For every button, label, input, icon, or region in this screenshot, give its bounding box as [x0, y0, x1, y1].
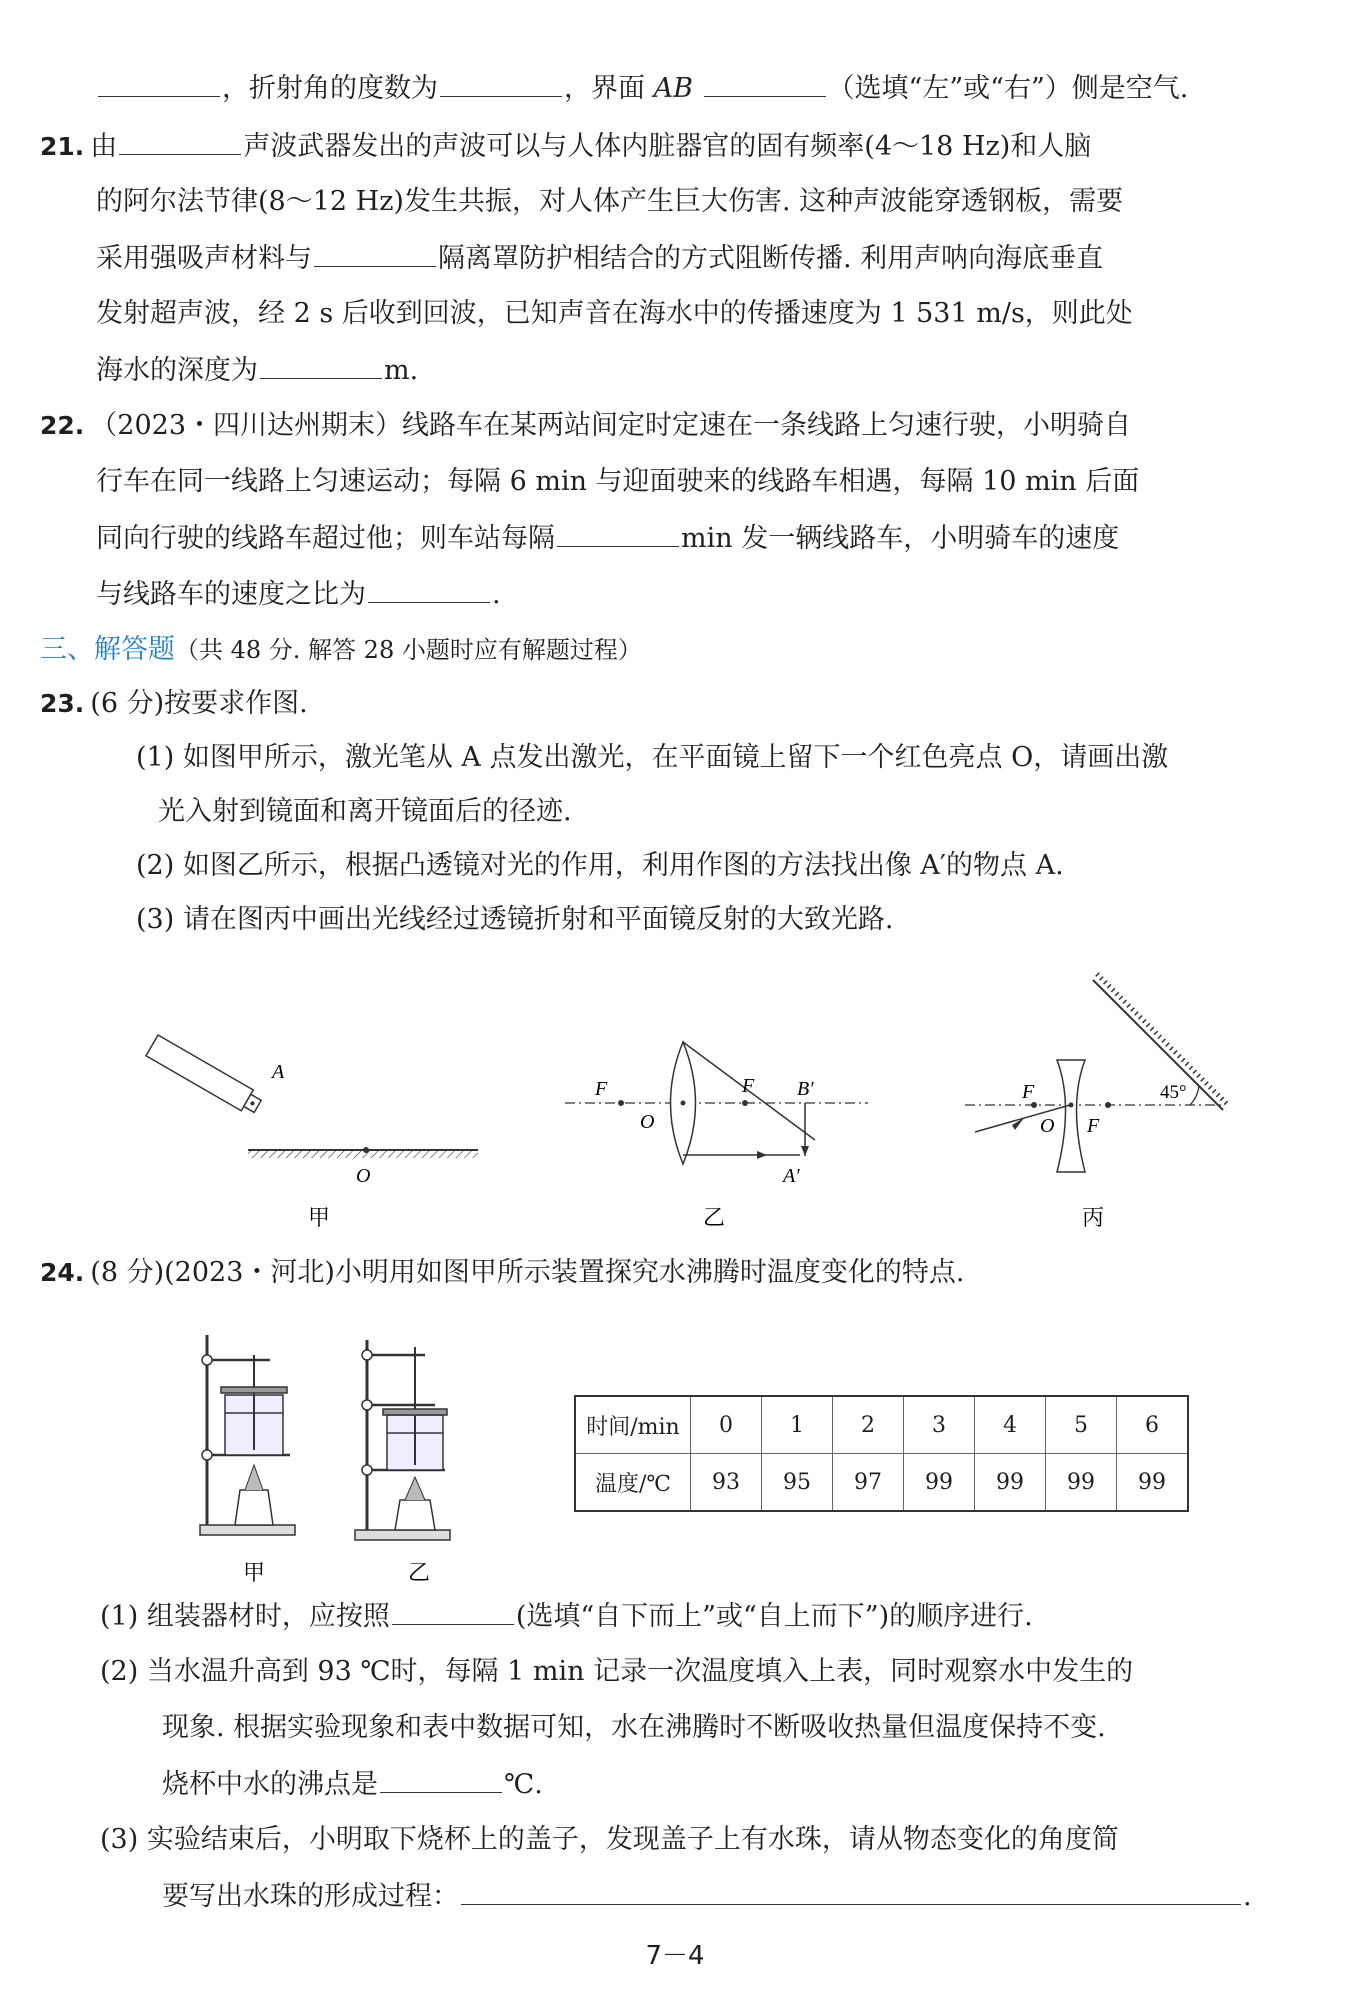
- table-cell: 95: [762, 1454, 833, 1512]
- line-q20-end: ，折射角的度数为 ，界面 AB （选填“左”或“右”）侧是空气.: [96, 70, 1188, 107]
- q24-part2b: 现象. 根据实验现象和表中数据可知，水在沸腾时不断吸收热量但温度保持不变.: [162, 1712, 1106, 1743]
- answer-blank[interactable]: [380, 1766, 502, 1793]
- temperature-table: [574, 1395, 1189, 1512]
- svg-text:甲: 甲: [243, 1560, 266, 1585]
- q23-part1a: (1) 如图甲所示，激光笔从 A 点发出激光，在平面镜上留下一个红色亮点 O，请画出激: [136, 742, 1169, 773]
- q21-line2: 的阿尔法节律(8～12 Hz)发生共振，对人体产生巨大伤害. 这种声波能穿透钢板，需要: [96, 186, 1124, 217]
- boiling-apparatus-figure: [185, 1325, 515, 1585]
- table-cell: 93: [691, 1454, 762, 1512]
- q21-line3: 采用强吸声材料与 隔离罩防护相结合的方式阻断传播. 利用声呐向海底垂直: [96, 240, 1103, 277]
- svg-text:F: F: [1022, 1081, 1035, 1103]
- q23-line: 23. (6 分)按要求作图.: [40, 688, 308, 719]
- svg-text:F: F: [1087, 1115, 1100, 1137]
- apparatus-yi: [355, 1340, 450, 1540]
- q22-line1: 22. （2023・四川达州期末）线路车在某两站间定时定速在一条线路上匀速行驶，小明骑自: [40, 410, 1132, 441]
- svg-text:45°: 45°: [1160, 1082, 1187, 1103]
- answer-blank[interactable]: [260, 352, 382, 379]
- table-header-temp: 温度/℃: [575, 1454, 691, 1512]
- apparatus-jia: [200, 1335, 295, 1535]
- answer-blank[interactable]: [461, 1878, 1241, 1905]
- svg-text:O: O: [1040, 1115, 1055, 1137]
- q21-line5: 海水的深度为 m.: [96, 352, 418, 389]
- q23-part1b: 光入射到镜面和离开镜面后的径迹.: [158, 796, 572, 827]
- q22-line3: 同向行驶的线路车超过他；则车站每隔 min 发一辆线路车，小明骑车的速度: [96, 520, 1119, 557]
- table-header-time: 时间/min: [575, 1396, 691, 1454]
- svg-text:A: A: [272, 1061, 285, 1083]
- table-cell: 99: [975, 1454, 1046, 1512]
- svg-text:F: F: [742, 1075, 755, 1097]
- table-row: [575, 1454, 1188, 1512]
- svg-text:A′: A′: [783, 1165, 800, 1187]
- table-cell: 5: [1046, 1396, 1117, 1454]
- figure-bing: [965, 974, 1229, 1230]
- table-cell: 1: [762, 1396, 833, 1454]
- q22-line2: 行车在同一线路上匀速运动；每隔 6 min 与迎面驶来的线路车相遇，每隔 10 min 后面: [96, 466, 1140, 497]
- answer-blank[interactable]: [98, 70, 220, 97]
- figure-yi: [565, 1042, 868, 1230]
- answer-blank[interactable]: [440, 70, 562, 97]
- q24-line: 24. (8 分)(2023・河北)小明用如图甲所示装置探究水沸腾时温度变化的特点.: [40, 1257, 965, 1288]
- q24-part2a: (2) 当水温升高到 93 ℃时，每隔 1 min 记录一次温度填入上表，同时观察水中发生的: [100, 1656, 1134, 1687]
- table-cell: 3: [904, 1396, 975, 1454]
- caption-jia: 甲: [308, 1205, 331, 1230]
- q23-part2: (2) 如图乙所示，根据凸透镜对光的作用，利用作图的方法找出像 A′的物点 A.: [136, 850, 1064, 881]
- svg-text:乙: 乙: [408, 1560, 431, 1585]
- caption-yi: 乙: [703, 1205, 726, 1230]
- answer-blank[interactable]: [704, 70, 826, 97]
- svg-text:O: O: [356, 1165, 371, 1187]
- q24-part2c: 烧杯中水的沸点是 ℃.: [162, 1766, 543, 1803]
- answer-blank[interactable]: [557, 520, 679, 547]
- table-cell: 2: [833, 1396, 904, 1454]
- answer-blank[interactable]: [368, 576, 490, 603]
- q24-part3a: (3) 实验结束后，小明取下烧杯上的盖子，发现盖子上有水珠，请从物态变化的角度简: [100, 1824, 1119, 1855]
- q21-line4: 发射超声波，经 2 s 后收到回波，已知声音在海水中的传播速度为 1 531 m/s，则此处: [96, 298, 1133, 329]
- answer-blank[interactable]: [392, 1598, 514, 1625]
- table-cell: 99: [1046, 1454, 1117, 1512]
- svg-text:O: O: [640, 1111, 655, 1133]
- section-3-heading: 三、解答题（共 48 分. 解答 28 小题时应有解题过程）: [40, 634, 642, 665]
- table-cell: 99: [904, 1454, 975, 1512]
- question-number: 23.: [40, 689, 85, 718]
- question-number: 22.: [40, 411, 85, 440]
- table-row: [575, 1396, 1188, 1454]
- table-cell: 99: [1117, 1454, 1189, 1512]
- svg-text:F: F: [595, 1078, 608, 1100]
- question-number: 24.: [40, 1258, 85, 1287]
- question-number: 21.: [40, 132, 85, 161]
- table-cell: 4: [975, 1396, 1046, 1454]
- q24-part3b: 要写出水珠的形成过程： .: [162, 1878, 1252, 1915]
- q21-line1: 21. 由 声波武器发出的声波可以与人体内脏器官的固有频率(4～18 Hz)和人脑: [40, 128, 1091, 165]
- q23-part3: (3) 请在图丙中画出光线经过透镜折射和平面镜反射的大致光路.: [136, 904, 894, 935]
- table-cell: 0: [691, 1396, 762, 1454]
- q24-part1: (1) 组装器材时，应按照 (选填“自下而上”或“自上而下”)的顺序进行.: [100, 1598, 1033, 1635]
- answer-blank[interactable]: [119, 128, 241, 155]
- answer-blank[interactable]: [314, 240, 436, 267]
- page-number: 7－4: [645, 1941, 705, 1971]
- svg-text:B′: B′: [797, 1078, 814, 1100]
- table-cell: 6: [1117, 1396, 1189, 1454]
- q22-line4: 与线路车的速度之比为 .: [96, 576, 501, 613]
- table-cell: 97: [833, 1454, 904, 1512]
- figure-jia: [146, 1035, 478, 1230]
- optics-figures: [0, 960, 1350, 1230]
- caption-bing: 丙: [1082, 1205, 1105, 1230]
